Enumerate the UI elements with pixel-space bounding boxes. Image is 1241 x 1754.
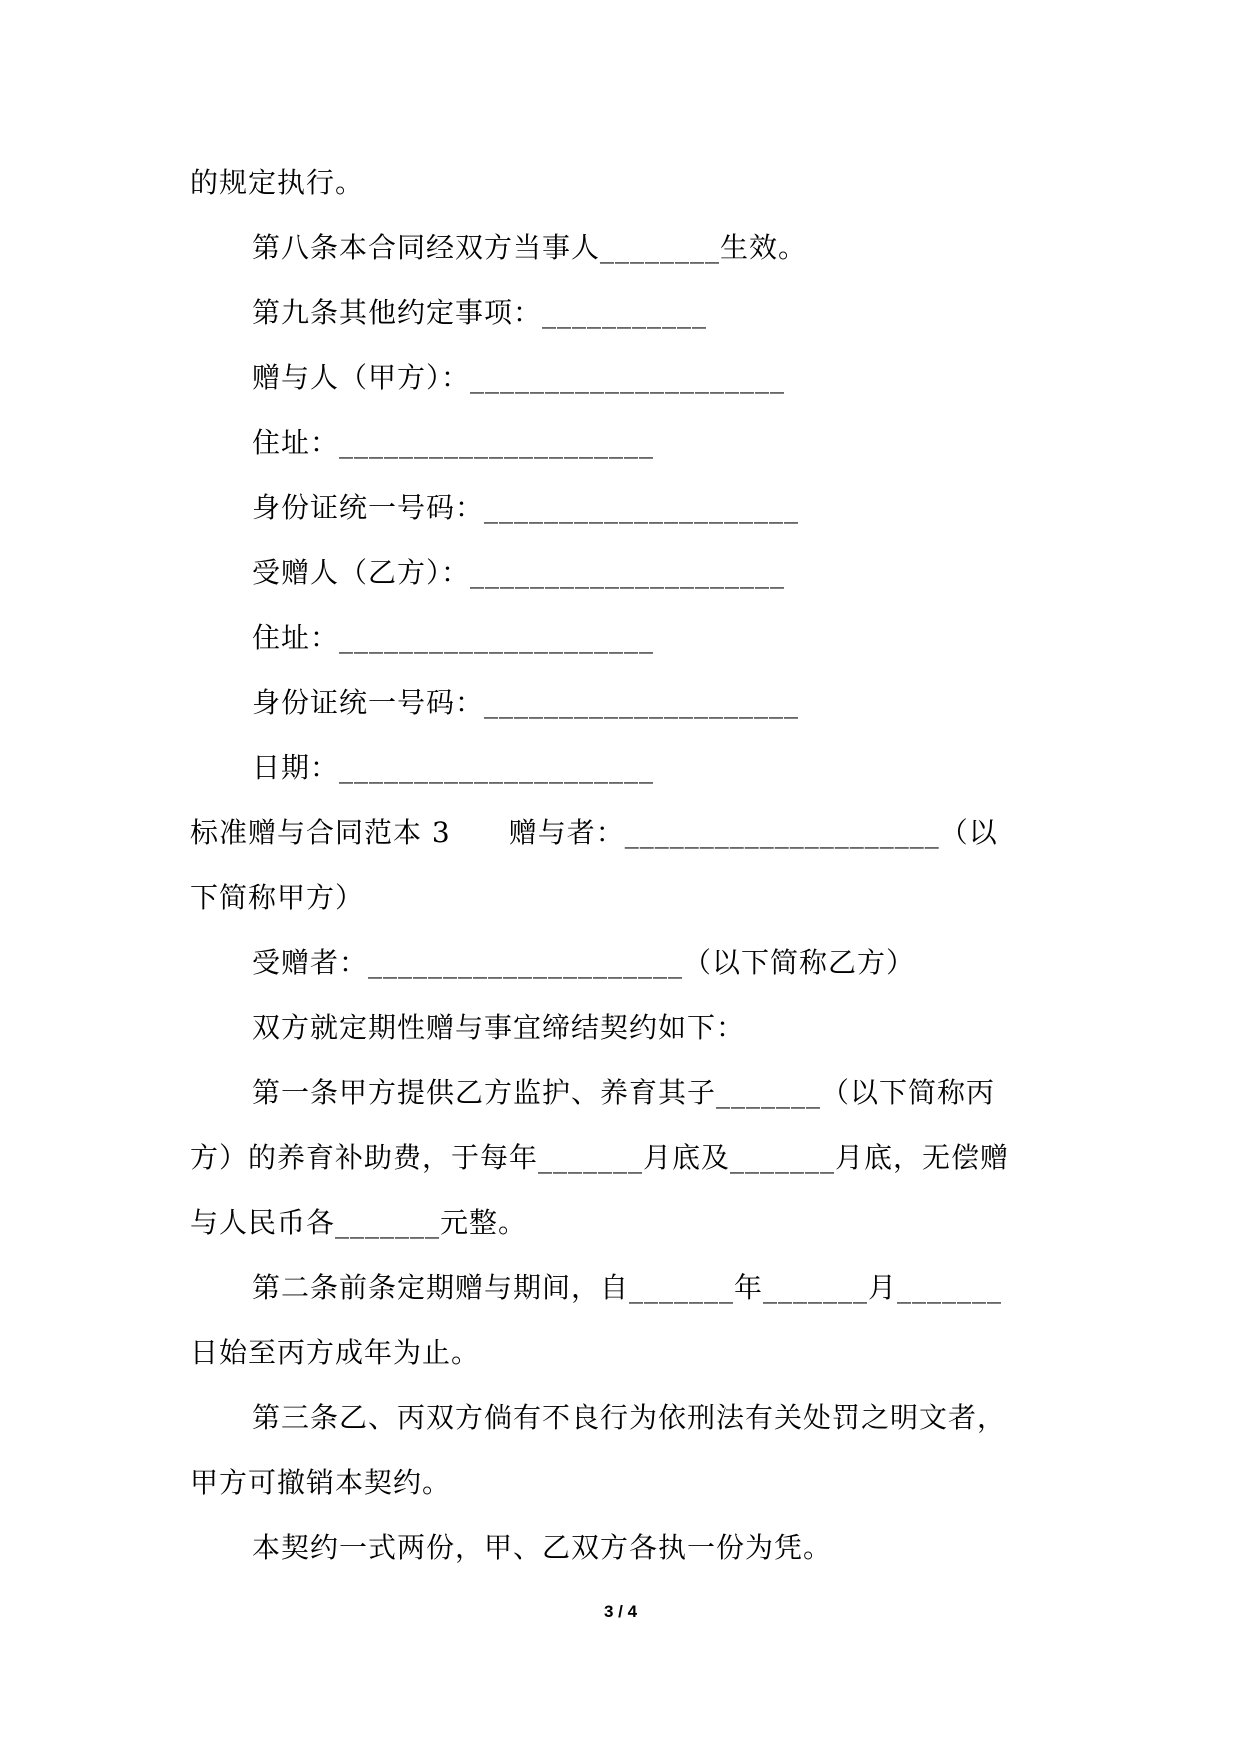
- paragraph-line: 受赠人（乙方）：_____________________: [252, 556, 786, 589]
- paragraph-line: 下简称甲方）: [190, 881, 365, 914]
- paragraph-line: 住址：_____________________: [252, 621, 655, 654]
- paragraph-line: 身份证统一号码：_____________________: [252, 491, 800, 524]
- paragraph-line: 第三条乙、丙双方倘有不良行为依刑法有关处罚之明文者，: [252, 1401, 1007, 1434]
- paragraph-line: 双方就定期性赠与事宜缔结契约如下：: [252, 1011, 746, 1044]
- paragraph-line: 身份证统一号码：_____________________: [252, 686, 800, 719]
- paragraph-line: 日始至丙方成年为止。: [190, 1336, 481, 1369]
- paragraph-line: 受赠者：_____________________（以下简称乙方）: [252, 946, 916, 979]
- paragraph-line: 住址：_____________________: [252, 426, 655, 459]
- paragraph-line: 方）的养育补助费，于每年_______月底及_______月底，无偿赠: [190, 1141, 1010, 1174]
- paragraph-line: 与人民币各_______元整。: [190, 1206, 528, 1239]
- paragraph-line: 甲方可撤销本契约。: [190, 1466, 452, 1499]
- paragraph-line: 第八条本合同经双方当事人________生效。: [252, 231, 808, 264]
- paragraph-line: 第一条甲方提供乙方监护、养育其子_______（以下简称丙: [252, 1076, 996, 1109]
- paragraph-line: 第九条其他约定事项：___________: [252, 296, 708, 329]
- section-title-line: 标准赠与合同范本 3 赠与者：_____________________（以: [190, 816, 998, 849]
- paragraph-line: 赠与人（甲方）：_____________________: [252, 361, 786, 394]
- page-number: 3 / 4: [603, 1602, 638, 1621]
- paragraph-line: 第二条前条定期赠与期间，自_______年_______月_______: [252, 1271, 1003, 1304]
- paragraph-line: 的规定执行。: [190, 166, 365, 199]
- paragraph-line: 日期：_____________________: [252, 751, 655, 784]
- paragraph-line: 本契约一式两份，甲、乙双方各执一份为凭。: [252, 1531, 833, 1564]
